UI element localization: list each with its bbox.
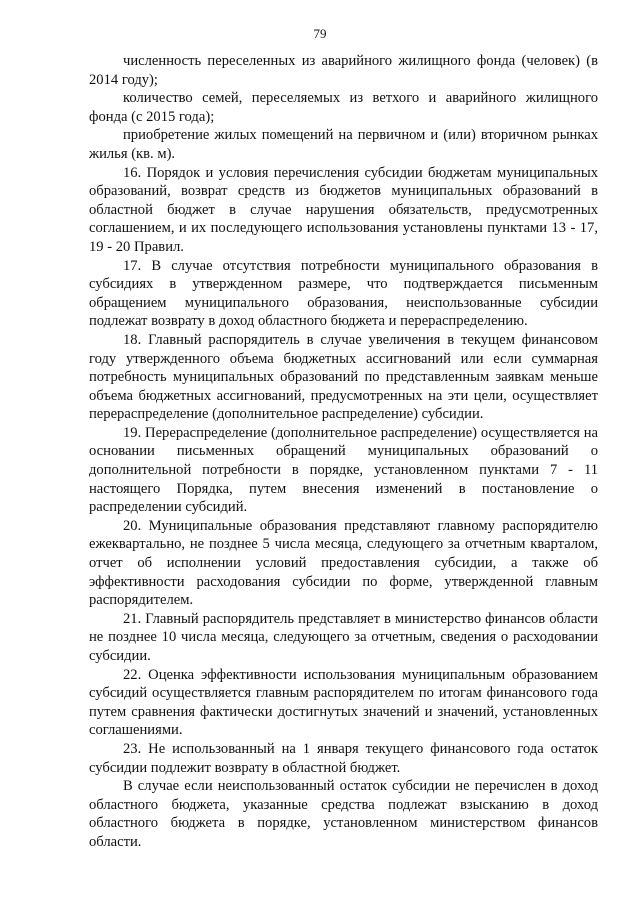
paragraph-23-continued: В случае если неиспользованный остаток субсидии не перечислен в доход областного бюджета, указанные средства подлежат взысканию в доход областного бюджета в порядке, установленном министерством финансов области. <box>89 778 598 850</box>
document-body <box>89 52 598 852</box>
page-number: 79 <box>313 26 327 41</box>
paragraph-18: 18. Главный распорядитель в случае увеличения в текущем финансовом году утвержденного объема бюджетных ассигнований или если суммарная потребность муниципальных образований по представленным заявкам меньше объема бюджетных ассигнований, предусмотренных на эти цели, осуществляет перераспределение (дополнительное распределение) субсидии. <box>89 331 598 423</box>
paragraph-17: 17. В случае отсутствия потребности муниципального образования в субсидиях в утвержденном размере, что подтверждается письменным обращением муниципального образования, неиспользованные субсидии подлежат возврату в доход областного бюджета и перераспределению. <box>89 257 598 330</box>
paragraph-16: 16. Порядок и условия перечисления субсидии бюджетам муниципальных образований, возврат средств из бюджетов муниципальных образований в областной бюджет в случае нарушения обязательств, предусмотренных соглашением, и их последующего использования установлены пунктами 13 - 17, 19 - 20 Правил. <box>89 164 598 255</box>
paragraph-indicator-housing: приобретение жилых помещений на первичном и (или) вторичном рынках жилья (кв. м). <box>89 127 598 162</box>
paragraph-indicator-resettled: численность переселенных из аварийного жилищного фонда (человек) (в 2014 году); <box>89 53 598 88</box>
paragraph-indicator-families: количество семей, переселяемых из ветхого и аварийного жилищного фонда (с 2015 года); <box>89 90 598 125</box>
paragraph-22: 22. Оценка эффективности использования муниципальным образованием субсидий осуществляется главным распорядителем по итогам финансового года путем сравнения фактически достигнутых значений и значений, установленных соглашениями. <box>89 666 598 739</box>
paragraph-20: 20. Муниципальные образования представляют главному распорядителю ежеквартально, не позднее 5 числа месяца, следующего за отчетным кварталом, отчет об исполнении условий предоставления субсидии, а также об эффективности расходования субсидии по форме, утвержденной главным распорядителем. <box>89 517 598 609</box>
paragraph-21: 21. Главный распорядитель представляет в министерство финансов области не позднее 10 числа месяца, следующего за отчетным, сведения о расходовании субсидии. <box>89 610 598 664</box>
paragraph-19: 19. Перераспределение (дополнительное распределение) осуществляется на основании письменных обращений муниципальных образований о дополнительной потребности в порядке, установленном пунктами 7 - 11 настоящего Порядка, путем внесения изменений в постановление о распределении субсидий. <box>89 424 598 516</box>
paragraph-23: 23. Не использованный на 1 января текущего финансового года остаток субсидии подлежит возврату в областной бюджет. <box>89 740 598 776</box>
